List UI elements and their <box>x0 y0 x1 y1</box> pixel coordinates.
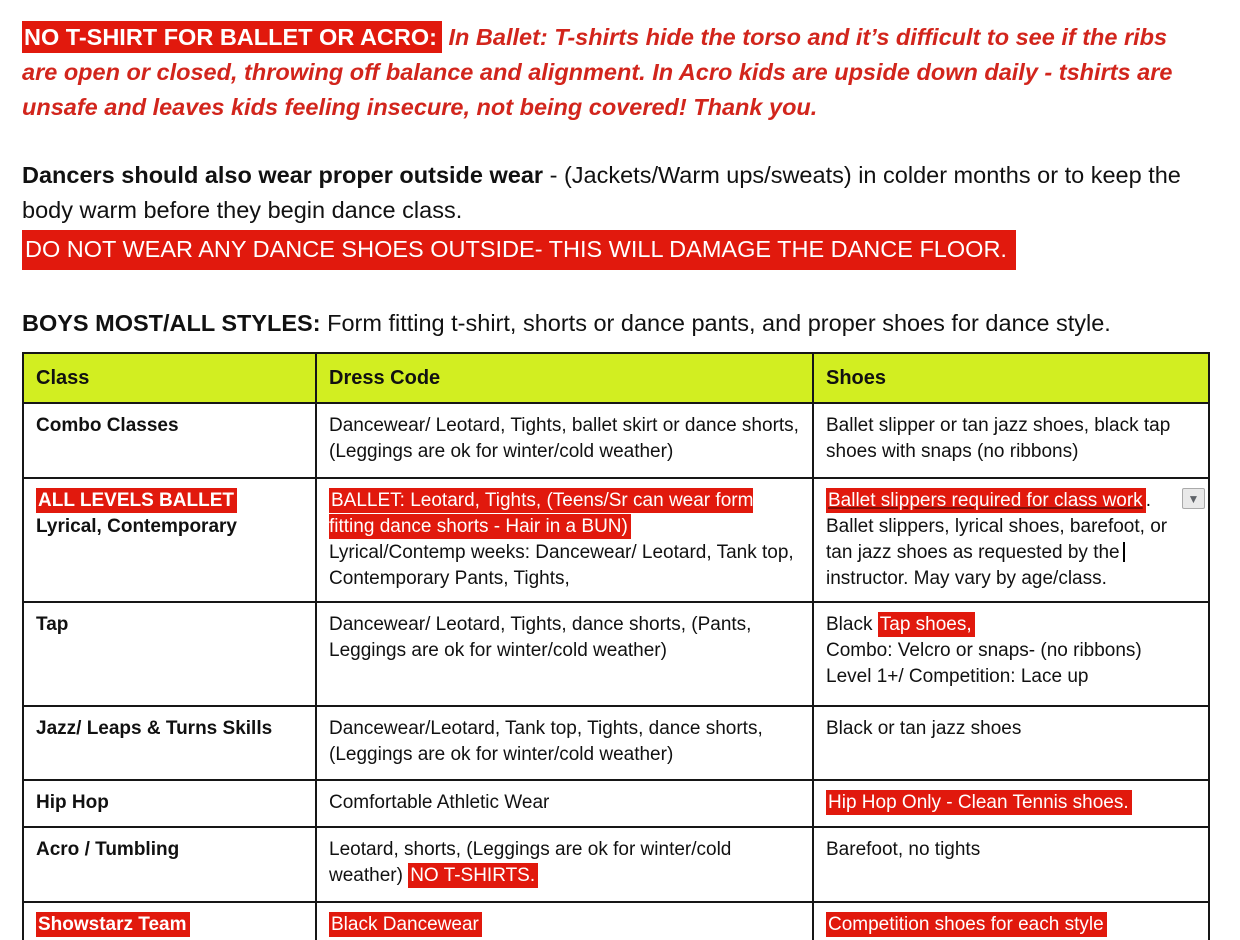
text-run: Lyrical/Contemp weeks: Dancewear/ Leotard, Tank top, Contemporary Pants, Tights, <box>329 542 794 589</box>
cell-acro-class[interactable] <box>23 827 316 902</box>
text-run: Ballet slipper or tan jazz shoes, black tap shoes with snaps (no ribbons) <box>826 415 1171 462</box>
table-row-hiphop <box>23 780 1209 827</box>
text-run: Ballet slippers, lyrical shoes, barefoot, or tan jazz shoes as requested by the <box>826 516 1168 563</box>
text-run: Dancewear/ Leotard, Tights, dance shorts, (Pants, Leggings are ok for winter/cold weather) <box>329 614 752 661</box>
outside-wear-paragraph[interactable] <box>22 158 1190 270</box>
text-run: Black <box>826 614 878 635</box>
outside-wear-rest: - (Jackets/Warm ups/sweats) in colder months or to keep the body warm before they begin dance class. <box>22 162 1181 223</box>
boys-styles-rest: Form fitting t-shirt, shorts or dance pants, and proper shoes for dance style. <box>320 310 1111 336</box>
boys-styles-bold: BOYS MOST/ALL STYLES: <box>22 310 321 336</box>
text-run: Comfortable Athletic Wear <box>329 792 550 813</box>
text-run: Competition shoes for each style <box>826 912 1107 937</box>
text-run: Leotard, shorts, (Leggings are ok for winter/cold weather) <box>329 839 732 886</box>
text-run: Lyrical, Contemporary <box>36 516 237 537</box>
col-header-class[interactable]: Class <box>23 353 316 403</box>
cell-hiphop-class[interactable] <box>23 780 316 827</box>
cell-combo-class[interactable] <box>23 403 316 478</box>
no-dance-shoes-banner: DO NOT WEAR ANY DANCE SHOES OUTSIDE- THIS WILL DAMAGE THE DANCE FLOOR. <box>22 230 1016 270</box>
text-run: Black Dancewear <box>329 912 482 937</box>
text-run: Black or tan jazz shoes <box>826 718 1022 739</box>
text-run: ALL LEVELS BALLET <box>36 488 237 513</box>
cell-tap-class[interactable] <box>23 602 316 706</box>
text-run: . <box>1145 490 1151 511</box>
col-header-shoes[interactable]: Shoes <box>813 353 1209 403</box>
cell-showstarz-dress[interactable] <box>316 902 813 940</box>
table-row-acro <box>23 827 1209 902</box>
cell-hiphop-shoes[interactable] <box>813 780 1209 827</box>
text-run: NO T-SHIRTS. <box>408 863 538 888</box>
dress-code-table <box>22 352 1210 940</box>
cell-ballet-shoes[interactable] <box>813 478 1209 602</box>
text-run: Combo Classes <box>36 415 179 436</box>
cell-jazz-shoes[interactable] <box>813 706 1209 780</box>
table-header-row <box>23 353 1209 403</box>
text-run: instructor. May vary by age/class. <box>826 568 1107 589</box>
cell-combo-shoes[interactable] <box>813 403 1209 478</box>
table-row-jazz <box>23 706 1209 780</box>
cell-tap-dress[interactable] <box>316 602 813 706</box>
cell-showstarz-shoes[interactable] <box>813 902 1209 940</box>
cell-jazz-dress[interactable] <box>316 706 813 780</box>
table-row-tap <box>23 602 1209 706</box>
cell-jazz-class[interactable] <box>23 706 316 780</box>
text-run: Tap shoes, <box>878 612 975 637</box>
text-run: Barefoot, no tights <box>826 839 981 860</box>
boys-styles-line[interactable] <box>22 306 1190 341</box>
dropdown-button[interactable] <box>1182 488 1205 509</box>
text-run: Dancewear/ Leotard, Tights, ballet skirt or dance shorts, (Leggings are ok for winter/cold weather) <box>329 415 799 462</box>
cell-ballet-dress[interactable] <box>316 478 813 602</box>
text-cursor <box>1123 542 1126 562</box>
cell-showstarz-class[interactable] <box>23 902 316 940</box>
text-run: Acro / Tumbling <box>36 839 180 860</box>
text-run: Level 1+/ Competition: Lace up <box>826 666 1089 687</box>
cell-tap-shoes[interactable] <box>813 602 1209 706</box>
col-header-dress-code[interactable]: Dress Code <box>316 353 813 403</box>
text-run: Jazz/ Leaps & Turns Skills <box>36 718 273 739</box>
table-row-showstarz <box>23 902 1209 940</box>
cell-combo-dress[interactable] <box>316 403 813 478</box>
text-run: Tap <box>36 614 69 635</box>
no-tshirt-notice[interactable] <box>22 20 1190 125</box>
text-run: Ballet slippers required for class work <box>826 488 1146 513</box>
outside-wear-bold: Dancers should also wear proper outside wear <box>22 162 544 188</box>
text-run: Hip Hop <box>36 792 109 813</box>
text-run: Dancewear/Leotard, Tank top, Tights, dance shorts, (Leggings are ok for winter/cold weather) <box>329 718 763 765</box>
cell-acro-shoes[interactable] <box>813 827 1209 902</box>
no-tshirt-highlight: NO T-SHIRT FOR BALLET OR ACRO: <box>22 21 442 53</box>
chevron-down-icon: ▼ <box>1187 491 1200 506</box>
table-row-ballet <box>23 478 1209 602</box>
cell-ballet-class[interactable] <box>23 478 316 602</box>
cell-hiphop-dress[interactable] <box>316 780 813 827</box>
text-run: BALLET: Leotard, Tights, (Teens/Sr can wear form fitting dance shorts - Hair in a BUN) <box>329 490 754 537</box>
cell-acro-dress[interactable] <box>316 827 813 902</box>
no-tshirt-explanation: In Ballet: T-shirts hide the torso and it’s difficult to see if the ribs are open or closed, throwing off balance and alignment. In Acro kids are upside down daily - tshirts are unsafe and leaves kids feeling insecure, not being covered! Thank you. <box>22 24 1173 120</box>
table-row-combo <box>23 403 1209 478</box>
text-run: Combo: Velcro or snaps- (no ribbons) <box>826 640 1142 661</box>
text-run: Hip Hop Only - Clean Tennis shoes. <box>826 790 1132 815</box>
text-run: Showstarz Team <box>36 912 190 937</box>
